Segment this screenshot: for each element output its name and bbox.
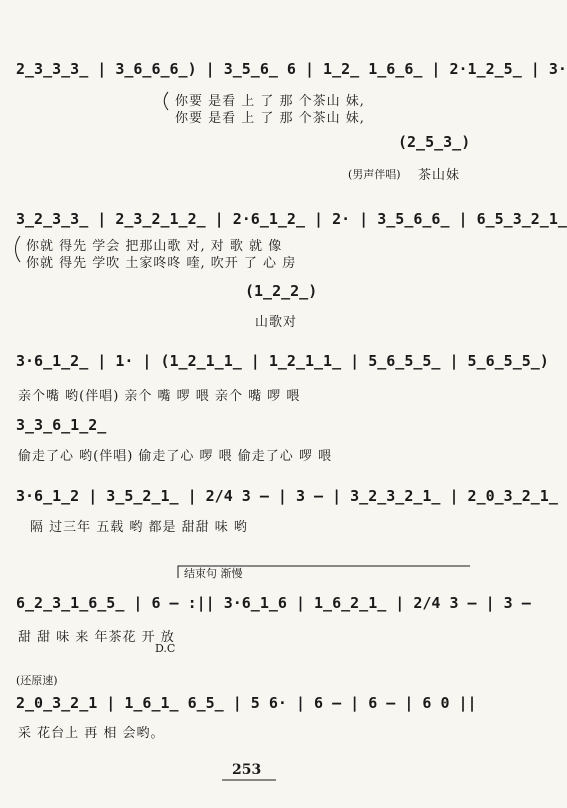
score-row-1b-notes: (2̲5̲3̲)	[398, 133, 471, 151]
score-row-4-lyric: 偷走了心 哟(伴唱) 偷走了心 啰 喂 偷走了心 啰 喂	[18, 449, 333, 464]
ending-bracket	[178, 566, 470, 578]
score-row-7-lyric: 采 花台上 再 相 会哟。	[18, 726, 165, 741]
score-row-6-notes: 6̲2̲3̲1̲6̲5̲ | 6 – :|| 3·6̲1̲6 | 1̲6̲2̲1̲ | 2/4 3 – | 3 –	[16, 594, 531, 612]
score-row-5-notes: 3·6̲1̲2 | 3̲5̲2̲1̲ | 2/4 3 – | 3 – | 3̲2̲3̲2̲1̲ | 2̲0̲3̲2̲1̲	[16, 487, 558, 505]
score-row-2-notes: 3̲2̲3̲3̲ | 2̲3̲2̲1̲2̲ | 2·6̲1̲2̲ | 2· | 3̲5̲6̲6̲ | 6̲5̲3̲2̲1̲	[16, 210, 567, 228]
score-row-1-notes: 2̲3̲3̲3̲ | 3̲6̲6̲6̲) | 3̲5̲6̲ 6 | 1̲2̲ 1̲6̲6̲ | 2·1̲2̲5̲ | 3·	[16, 60, 567, 78]
verse-brace-2	[16, 236, 21, 262]
score-ending-label: 结束句 渐慢	[184, 567, 243, 580]
score-row-2b-lyric: 山歌对	[255, 315, 298, 330]
score-row-5-lyric: 隔 过三年 五载 哟 都是 甜甜 味 哟	[30, 520, 248, 535]
score-cue-male-chorus: (男声伴唱)	[348, 168, 401, 181]
score-row-1-lyric-b: 你要 是看 上 了 那 个茶山 妹,	[175, 111, 365, 126]
score-row-7-notes: 2̲0̲3̲2̲1 | 1̲6̲1̲ 6̲5̲ | 5 6· | 6 – | 6 – | 6 0 ||	[16, 694, 477, 712]
score-dc-mark: D.C	[155, 642, 176, 655]
score-row-6-lyric: 甜 甜 味 来 年茶花 开 放	[18, 630, 175, 645]
score-row-1b-lyric: 茶山妹	[418, 168, 461, 183]
score-row-4-notes: 3̲3̲6̲1̲2̲	[16, 416, 107, 434]
score-row-3-notes: 3·6̲1̲2̲ | 1· | (1̲2̲1̲1̲ | 1̲2̲1̲1̲ | 5̲6̲5̲5̲ | 5̲6̲5̲5̲)	[16, 352, 549, 370]
verse-brace-1	[164, 92, 168, 110]
score-tempo-restore: (还原速)	[16, 674, 58, 687]
score-row-2-lyric-b: 你就 得先 学吹 土家咚咚 喹, 吹开 了 心 房	[26, 256, 297, 271]
score-row-2b-notes: (1̲2̲2̲)	[245, 282, 318, 300]
page-number: 253	[232, 762, 262, 778]
score-row-2-lyric-a: 你就 得先 学会 把那山歌 对, 对 歌 就 像	[26, 239, 283, 254]
score-row-3-lyric: 亲个嘴 哟(伴唱) 亲个 嘴 啰 喂 亲个 嘴 啰 喂	[18, 389, 301, 404]
score-row-1-lyric-a: 你要 是看 上 了 那 个茶山 妹,	[175, 94, 365, 109]
